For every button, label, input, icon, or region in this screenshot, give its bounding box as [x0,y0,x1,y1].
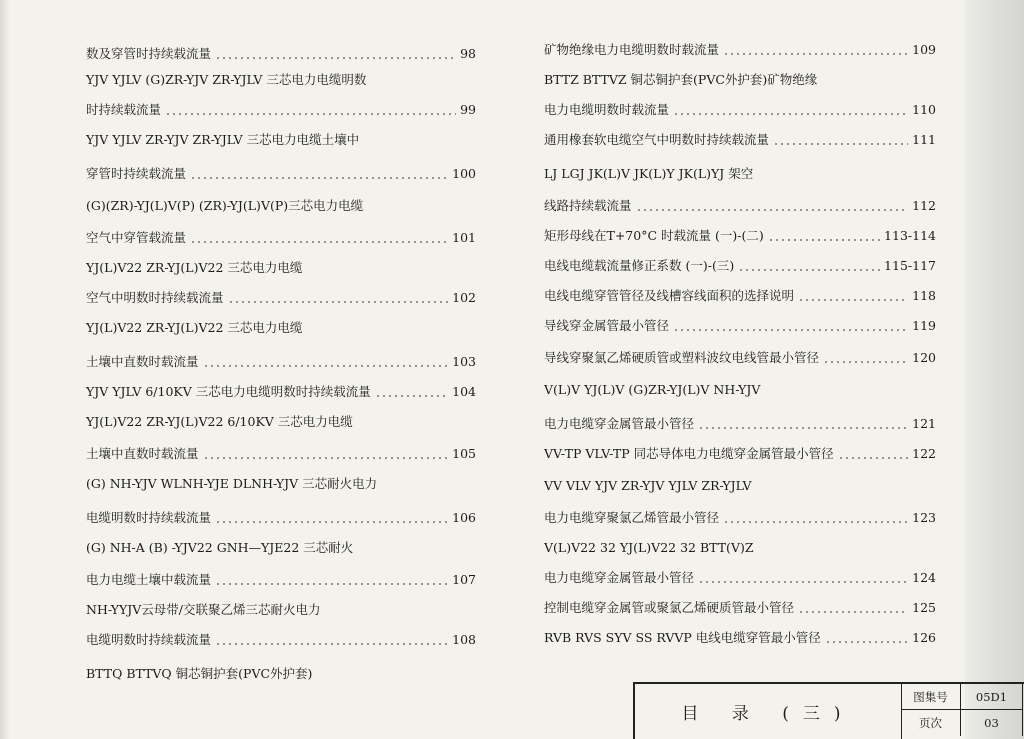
toc-entry: 土壤中直数时载流量 103 [86,354,476,369]
title-block [633,682,1024,739]
scan-edge-left [0,0,10,739]
toc-entry: 电力电缆穿聚氯乙烯管最小管径 123 [544,510,936,525]
toc-entry: 电力电缆穿金属管最小管径 121 [544,416,936,431]
toc-entry: RVB RVS SYV SS RVVP 电线电缆穿管最小管径 126 [544,630,936,645]
toc-entry: YJ(L)V22 ZR-YJ(L)V22 6/10KV 三芯电力电缆 [86,414,353,429]
document-title: 目 录 (三) [635,684,902,739]
toc-entry: BTTZ BTTVZ 铜芯铜护套(PVC外护套)矿物绝缘 [544,72,818,87]
toc-entry: 导线穿金属管最小管径 119 [544,318,936,333]
toc-entry: 数及穿管时持续载流量 98 [86,46,476,61]
toc-entry: V(L)V22 32 YJ(L)V22 32 BTT(V)Z [544,540,754,555]
toc-entry: 通用橡套软电缆空气中明数时持续载流量 111 [544,132,936,147]
toc-entry: YJ(L)V22 ZR-YJ(L)V22 三芯电力电缆 [86,320,303,335]
toc-entry: BTTQ BTTVQ 铜芯铜护套(PVC外护套) [86,666,313,681]
toc-entry: LJ LGJ JK(L)V JK(L)Y JK(L)YJ 架空 [544,166,754,181]
toc-entry: VV VLV YJV ZR-YJV YJLV ZR-YJLV [544,478,752,493]
toc-entry: 矿物绝缘电力电缆明数时载流量 109 [544,42,936,57]
toc-entry: 空气中明数时持续载流量 102 [86,290,476,305]
toc-entry: 电力电缆土壤中载流量 107 [86,572,476,587]
toc-entry: YJV YJLV (G)ZR-YJV ZR-YJLV 三芯电力电缆明数 [86,72,367,87]
toc-entry: YJV YJLV ZR-YJV ZR-YJLV 三芯电力电缆土壤中 [86,132,360,147]
toc-entry: YJ(L)V22 ZR-YJ(L)V22 三芯电力电缆 [86,260,303,275]
toc-entry: 电线电缆穿管管径及线槽容线面积的选择说明 118 [544,288,936,303]
toc-entry: 电线电缆载流量修正系数 (一)-(三) 115-117 [544,258,936,273]
toc-entry: 线路持续载流量 112 [544,198,936,213]
page-number-label: 页次 [901,710,961,736]
atlas-number-value: 05D1 [961,684,1023,710]
toc-entry: 空气中穿管载流量 101 [86,230,476,245]
toc-entry: YJV YJLV 6/10KV 三芯电力电缆明数时持续载流量 104 [86,384,476,399]
toc-entry: (G) NH-A (B) -YJV22 GNH—YJE22 三芯耐火 [86,540,354,555]
toc-entry: 导线穿聚氯乙烯硬质管或塑料波纹电线管最小管径 120 [544,350,936,365]
atlas-number-label: 图集号 [901,684,961,710]
toc-entry: 电力电缆穿金属管最小管径 124 [544,570,936,585]
toc-entry: 土壤中直数时载流量 105 [86,446,476,461]
toc-entry: 时持续载流量 99 [86,102,476,117]
toc-entry: NH-YYJV云母带/交联聚乙烯三芯耐火电力 [86,602,321,617]
toc-entry: (G)(ZR)-YJ(L)V(P) (ZR)-YJ(L)V(P)三芯电力电缆 [86,198,364,213]
page-number-value: 03 [961,710,1023,736]
toc-entry: 电缆明数时持续载流量 106 [86,510,476,525]
toc-entry: 控制电缆穿金属管或聚氯乙烯硬质管最小管径 125 [544,600,936,615]
toc-entry: V(L)V YJ(L)V (G)ZR-YJ(L)V NH-YJV [544,382,761,397]
toc-entry: 穿管时持续载流量 100 [86,166,476,181]
toc-entry: VV-TP VLV-TP 同芯导体电力电缆穿金属管最小管径 122 [544,446,936,461]
toc-entry: (G) NH-YJV WLNH-YJE DLNH-YJV 三芯耐火电力 [86,476,378,491]
scan-edge-right [965,0,1024,739]
toc-entry: 电缆明数时持续载流量 108 [86,632,476,647]
toc-entry: 电力电缆明数时载流量 110 [544,102,936,117]
toc-entry: 矩形母线在T+70°C 时载流量 (一)-(二) 113-114 [544,228,936,243]
